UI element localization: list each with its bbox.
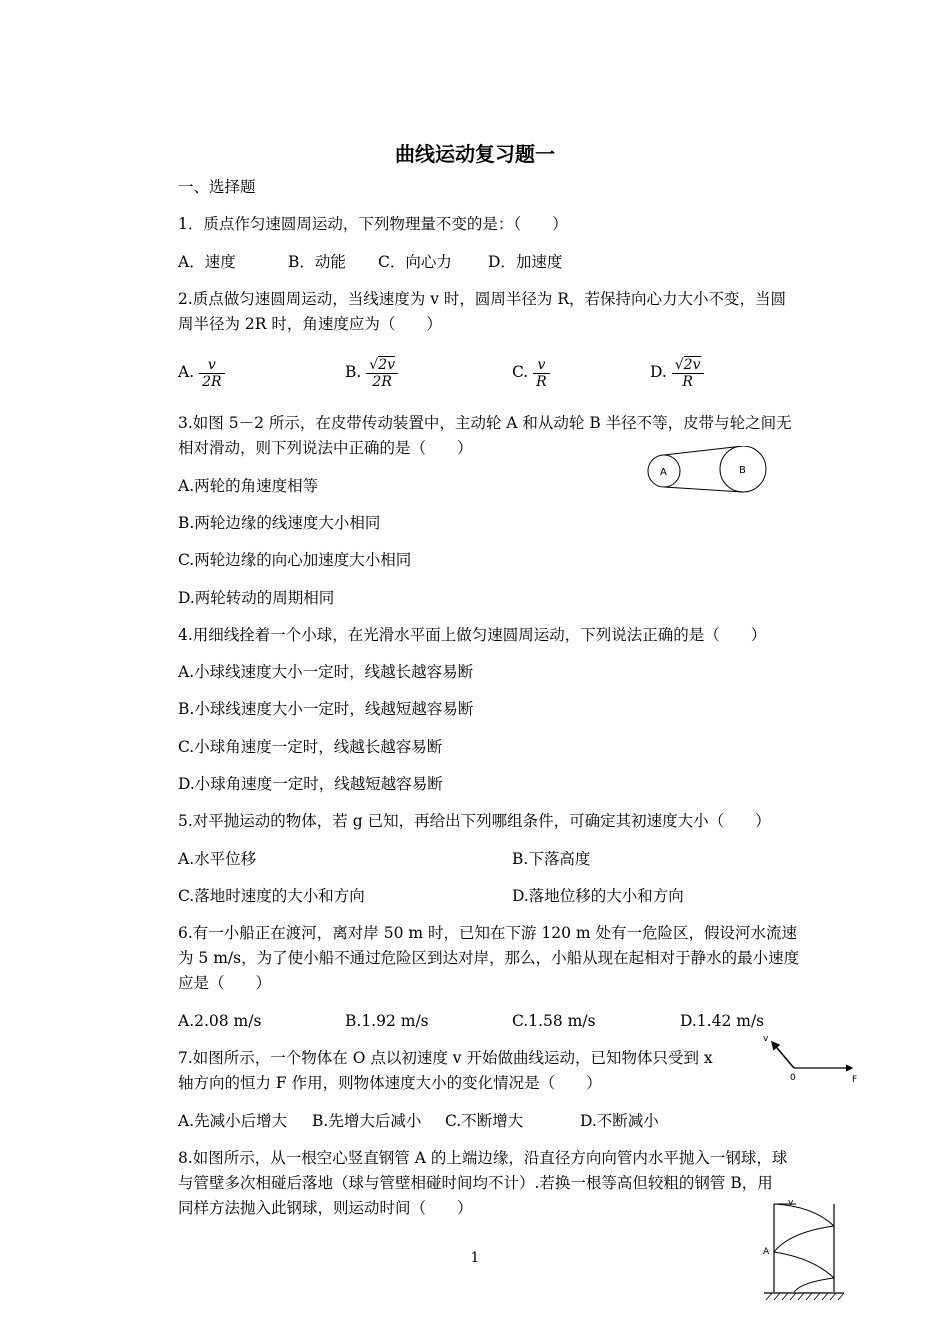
fraction bbox=[533, 357, 550, 390]
q7-option-d: D.不断减小 bbox=[580, 1112, 659, 1130]
q3-line2: 相对滑动，则下列说法中正确的是（ ） bbox=[178, 439, 473, 457]
option-label: D. bbox=[650, 363, 667, 381]
fraction-numerator: v bbox=[533, 357, 550, 374]
option-label: A. bbox=[178, 363, 195, 381]
q8-line2: 与管壁多次相碰后落地（球与管壁相碰时间均不计）.若换一根等高但较粗的钢管 B，用 bbox=[178, 1174, 773, 1192]
q1-option-c: C．向心力 bbox=[378, 253, 452, 271]
q1-stem: 1．质点作匀速圆周运动，下列物理量不变的是：（ ） bbox=[178, 215, 568, 233]
fraction-numerator: v bbox=[199, 357, 224, 374]
belt-drive-figure bbox=[642, 446, 772, 496]
fraction-denominator: 2R bbox=[372, 373, 392, 390]
q6-option-c: C.1.58 m/s bbox=[512, 1012, 596, 1030]
fraction bbox=[672, 357, 704, 390]
v-label: v bbox=[788, 1198, 794, 1208]
q4-option-a: A.小球线速度大小一定时，线越长越容易断 bbox=[178, 663, 474, 681]
steel-tube-figure bbox=[758, 1196, 848, 1302]
q2-line2: 周半径为 2R 时，角速度应为（ ） bbox=[178, 315, 442, 333]
q5-option-b: B.下落高度 bbox=[512, 850, 591, 868]
q4-option-b: B.小球线速度大小一定时，线越短越容易断 bbox=[178, 700, 474, 718]
f-label: F bbox=[852, 1075, 858, 1085]
velocity-arrow bbox=[772, 1042, 794, 1068]
fraction-numerator: √2v bbox=[672, 357, 704, 374]
wheel-b-label: B bbox=[739, 465, 746, 476]
fraction bbox=[199, 357, 224, 390]
trajectory-2 bbox=[774, 1226, 834, 1252]
fraction-numerator: √2v bbox=[366, 357, 398, 374]
q7-option-c: C.不断增大 bbox=[445, 1112, 524, 1130]
page-number: 1 bbox=[470, 1250, 480, 1266]
section-heading: 一、选择题 bbox=[178, 178, 256, 196]
q4-option-c: C.小球角速度一定时，线越长越容易断 bbox=[178, 738, 443, 756]
fraction bbox=[366, 357, 398, 390]
fraction-denominator: R bbox=[682, 373, 693, 390]
q2-option-d bbox=[650, 352, 704, 392]
q4-stem: 4.用细线拴着一个小球，在光滑水平面上做匀速圆周运动，下列说法正确的是（ ） bbox=[178, 626, 767, 644]
q1-option-a: A．速度 bbox=[178, 253, 236, 271]
q3-line1: 3.如图 5－2 所示，在皮带传动装置中，主动轮 A 和从动轮 B 半径不等，皮带与轮之间无 bbox=[178, 414, 792, 432]
page-title: 曲线运动复习题一 bbox=[395, 142, 555, 166]
trajectory-4 bbox=[794, 1278, 834, 1292]
option-label: B. bbox=[345, 363, 362, 381]
belt-bottom bbox=[664, 487, 743, 492]
q1-option-d: D．加速度 bbox=[488, 253, 563, 271]
q3-option-c: C.两轮边缘的向心加速度大小相同 bbox=[178, 551, 412, 569]
q7-line1: 7.如图所示，一个物体在 O 点以初速度 v 开始做曲线运动，已知物体只受到 x bbox=[178, 1049, 713, 1067]
q6-line3: 应是（ ） bbox=[178, 974, 272, 992]
trajectory-1 bbox=[774, 1204, 834, 1226]
wheel-a-label: A bbox=[660, 467, 667, 478]
option-label: C. bbox=[512, 363, 529, 381]
q5-stem: 5.对平抛运动的物体，若 g 已知，再给出下列哪组条件，可确定其初速度大小（ ） bbox=[178, 812, 771, 830]
q1-option-b: B．动能 bbox=[288, 253, 346, 271]
q8-line3: 同样方法抛入此钢球，则运动时间（ ） bbox=[178, 1199, 473, 1217]
q2-option-b bbox=[345, 352, 398, 392]
q2-option-c bbox=[512, 352, 550, 392]
v-label: v bbox=[763, 1034, 769, 1044]
ground-hatch bbox=[766, 1293, 844, 1300]
q3-option-a: A.两轮的角速度相等 bbox=[178, 477, 319, 495]
q6-option-d: D.1.42 m/s bbox=[680, 1012, 765, 1030]
q6-option-b: B.1.92 m/s bbox=[345, 1012, 429, 1030]
q5-option-d: D.落地位移的大小和方向 bbox=[512, 887, 684, 905]
q6-option-a: A.2.08 m/s bbox=[178, 1012, 262, 1030]
q3-option-d: D.两轮转动的周期相同 bbox=[178, 589, 335, 607]
q4-option-d: D.小球角速度一定时，线越短越容易断 bbox=[178, 775, 443, 793]
q2-line1: 2.质点做匀速圆周运动，当线速度为 v 时，圆周半径为 R，若保持向心力大小不变，当圆 bbox=[178, 290, 786, 308]
belt-top bbox=[664, 446, 743, 455]
fraction-denominator: 2R bbox=[202, 373, 222, 390]
tube-a-label: A bbox=[763, 1247, 770, 1257]
q6-line1: 6.有一小船正在渡河，离对岸 50 m 时，已知在下游 120 m 处有一危险区，假设河水流速 bbox=[178, 924, 798, 942]
q7-option-b: B.先增大后减小 bbox=[312, 1112, 422, 1130]
q3-option-b: B.两轮边缘的线速度大小相同 bbox=[178, 514, 381, 532]
q8-line1: 8.如图所示，从一根空心竖直钢管 A 的上端边缘，沿直径方向向管内水平抛入一钢球，球 bbox=[178, 1149, 788, 1167]
curve-motion-figure bbox=[760, 1030, 865, 1086]
q7-line2: 轴方向的恒力 F 作用，则物体速度大小的变化情况是（ ） bbox=[178, 1074, 602, 1092]
origin-label: 0 bbox=[790, 1073, 796, 1083]
q7-option-a: A.先减小后增大 bbox=[178, 1112, 288, 1130]
fraction-denominator: R bbox=[536, 373, 547, 390]
q5-option-c: C.落地时速度的大小和方向 bbox=[178, 887, 365, 905]
q2-option-a bbox=[178, 352, 225, 392]
q6-line2: 为 5 m/s，为了使小船不通过危险区到达对岸，那么，小船从现在起相对于静水的最小速度 bbox=[178, 949, 800, 967]
q5-option-a: A.水平位移 bbox=[178, 850, 257, 868]
